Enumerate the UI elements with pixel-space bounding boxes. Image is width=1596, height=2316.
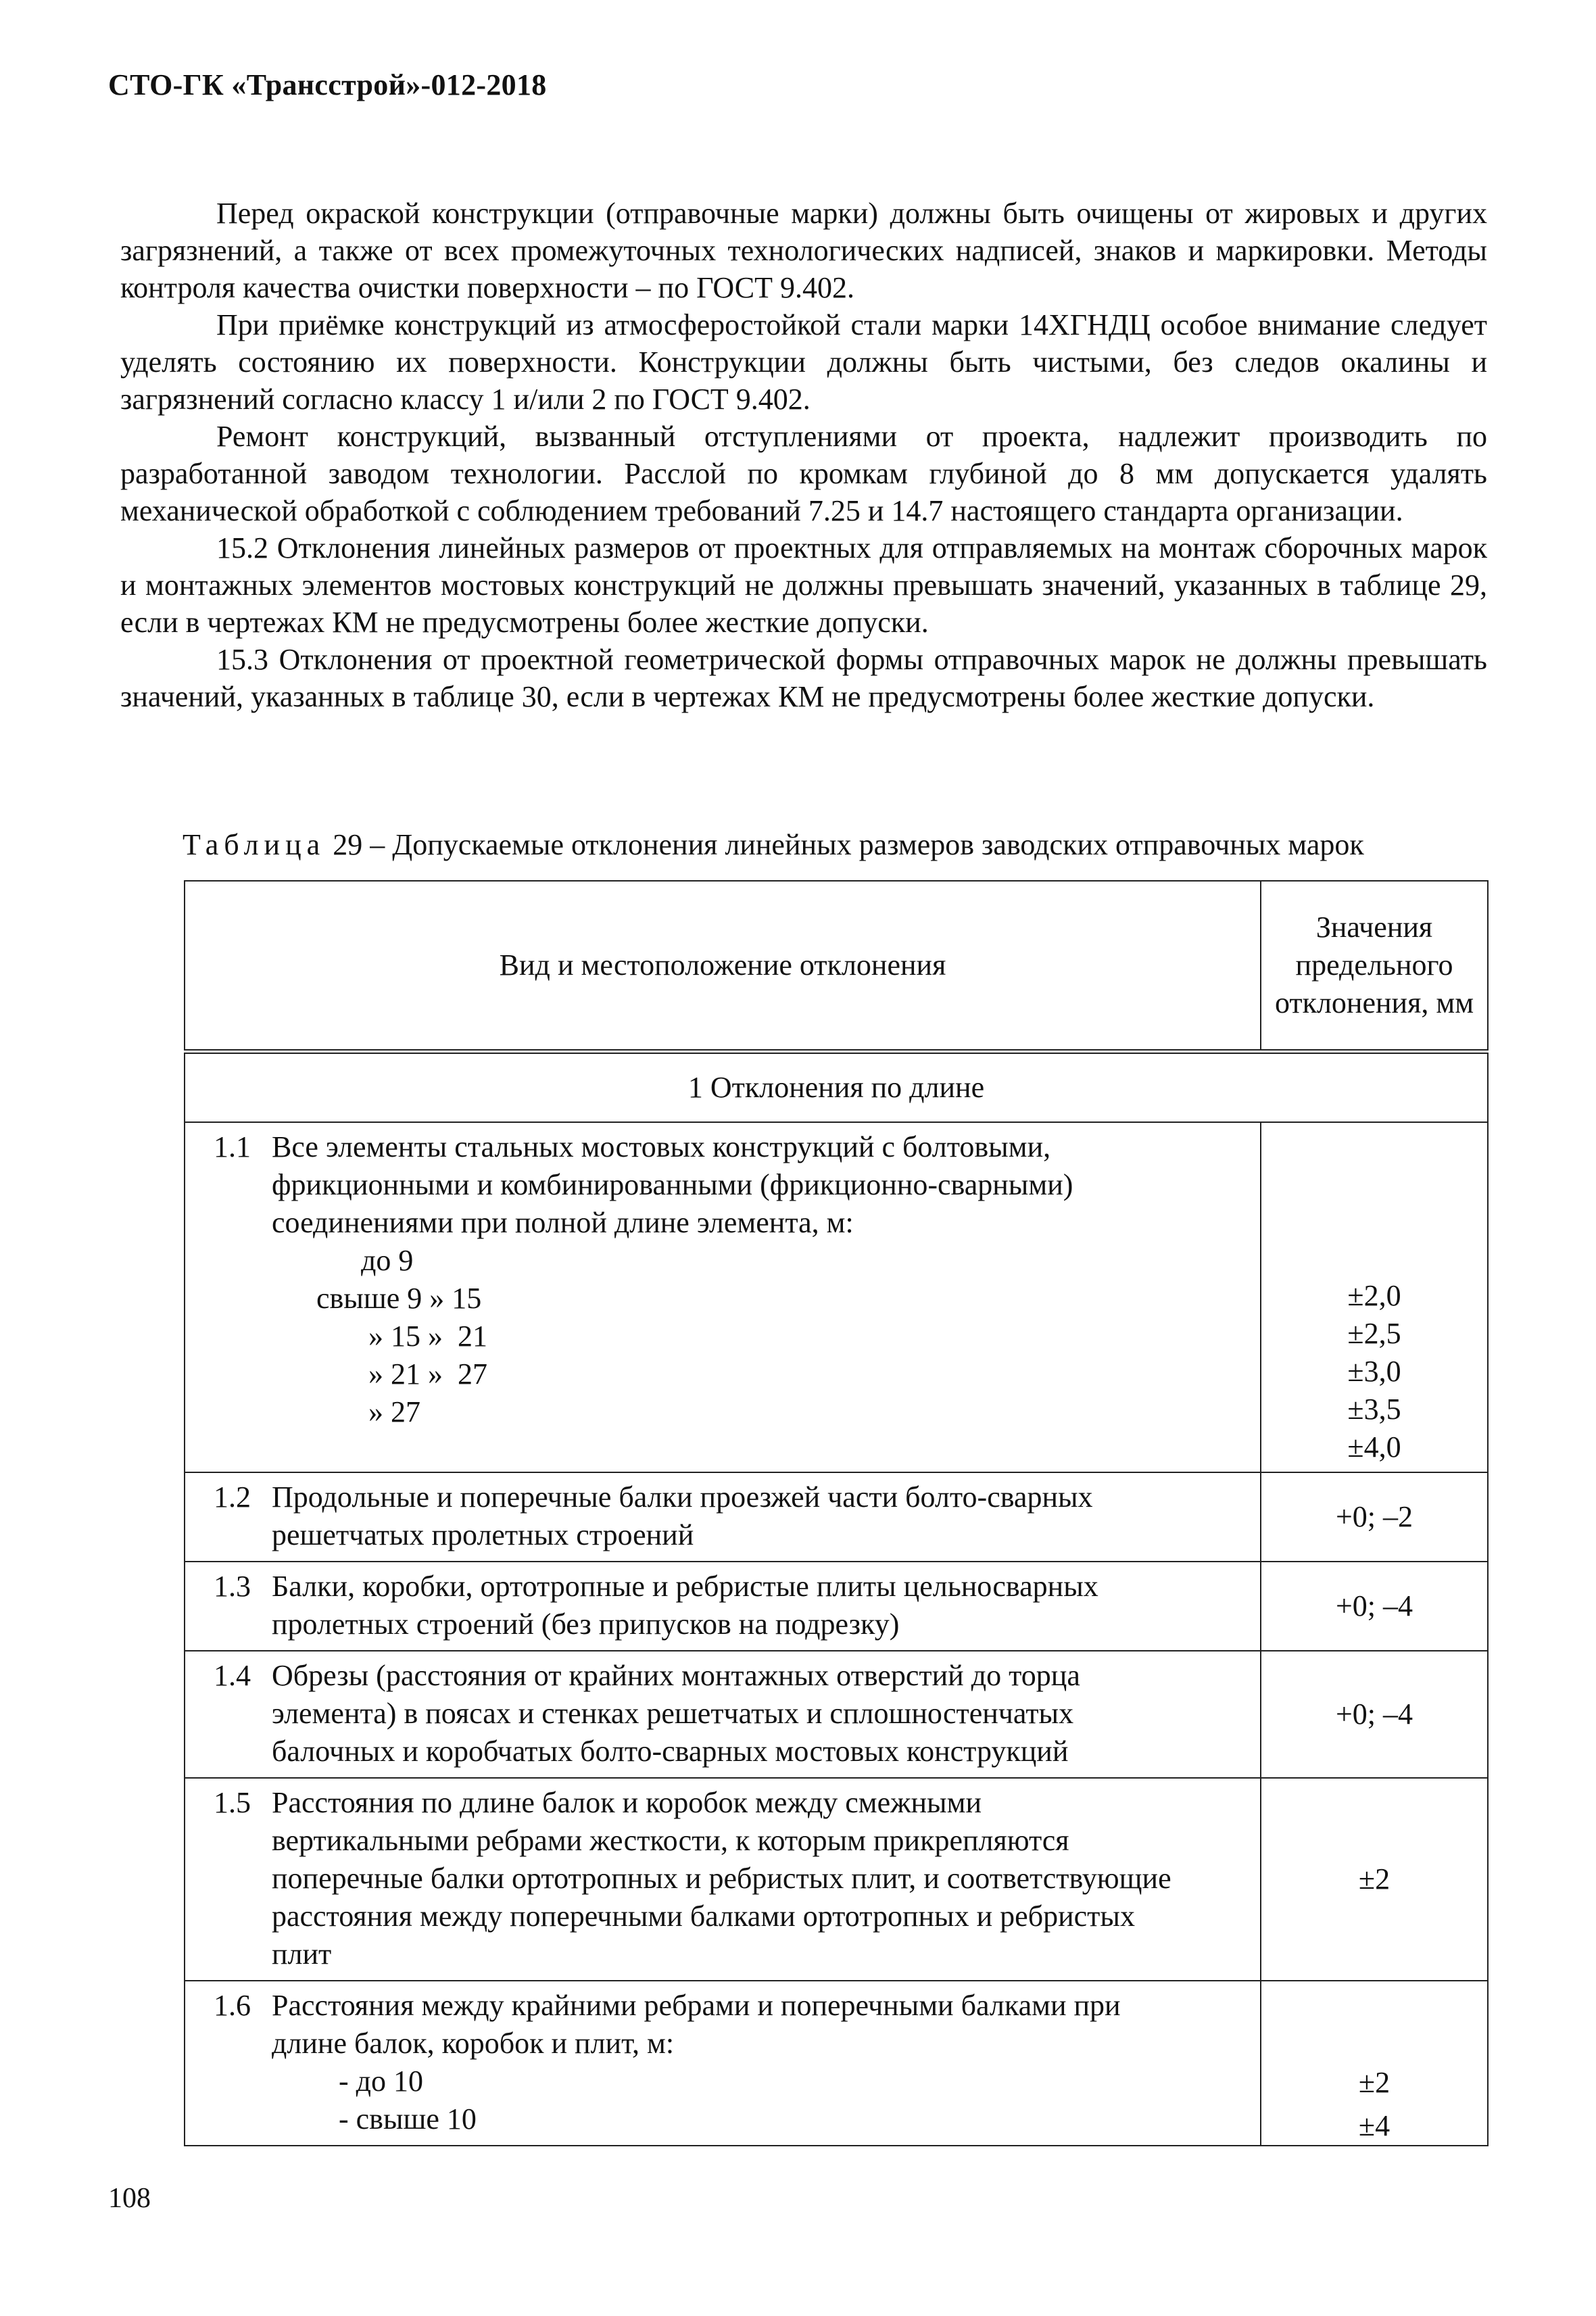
table-caption-prefix: Таблица	[183, 828, 326, 861]
paragraph: 15.2 Отклонения линейных размеров от проектных для отправляемых на монтаж сборочных марок и монтажных элементов мостовых конструкций не должны превышать значений, указанных в таблице 29, если в чертежах КМ не предусмотрены более жесткие допуски.	[120, 531, 1487, 639]
row-text: Все элементы стальных мостовых конструкций с болтовыми,	[272, 1130, 1051, 1163]
row-value: +0; –2	[1261, 1472, 1488, 1562]
row-text: соединениями при полной длине элемента, м:	[272, 1206, 854, 1239]
row-text: Обрезы (расстояния от крайних монтажных отверстий до торца	[272, 1659, 1080, 1692]
row-value: ±2	[1261, 1778, 1488, 1981]
table-caption-text: 29 – Допускаемые отклонения линейных размеров заводских отправочных марок	[325, 828, 1364, 861]
row-text: расстояния между поперечными балками ортотропных и ребристых	[272, 1900, 1135, 1933]
paragraph: Перед окраской конструкции (отправочные марки) должны быть очищены от жировых и других загрязнений, а также от всех промежуточных технологических надписей, знаков и маркировки. Методы контроля качества очистки поверхности – по ГОСТ 9.402.	[120, 197, 1487, 304]
table-caption	[183, 826, 1507, 863]
value-item: ±2,5	[1347, 1317, 1401, 1350]
row-value	[1261, 1981, 1488, 2146]
value-item: ±4,0	[1347, 1430, 1401, 1464]
table-row	[185, 1651, 1488, 1778]
table-row	[185, 1122, 1488, 1472]
row-subitem: » 15 » 21	[272, 1320, 487, 1353]
row-subitem: - свыше 10	[272, 2102, 477, 2136]
table-row	[185, 1562, 1488, 1651]
row-text: плит	[272, 1937, 332, 1971]
deviation-table	[184, 880, 1489, 2146]
section-title: 1 Отклонения по длине	[185, 1052, 1488, 1123]
value-item: ±3,5	[1347, 1393, 1401, 1426]
value-item: ±3,0	[1347, 1355, 1401, 1388]
row-number: 1.1	[214, 1130, 251, 1163]
row-text: пролетных строений (без припусков на подрезку)	[272, 1608, 900, 1641]
row-value	[1261, 1122, 1488, 1472]
value-item: ±2	[1358, 2066, 1391, 2099]
paragraph: При приёмке конструкций из атмосферостойкой стали марки 14ХГНДЦ особое внимание следует уделять состоянию их поверхности. Конструкции должны быть чистыми, без следов окалины и загрязнений согласно классу 1 и/или 2 по ГОСТ 9.402.	[120, 308, 1487, 416]
col-header-description: Вид и местоположение отклонения	[185, 881, 1261, 1052]
row-text: Продольные и поперечные балки проезжей части болто-сварных	[272, 1480, 1093, 1514]
row-subitem: » 21 » 27	[272, 1357, 487, 1391]
row-subitem: свыше 9 » 15	[272, 1282, 482, 1315]
row-text: длине балок, коробок и плит, м:	[272, 2027, 675, 2060]
row-text: балочных и коробчатых болто-сварных мостовых конструкций	[272, 1735, 1069, 1768]
page-number: 108	[108, 2183, 151, 2214]
row-description	[185, 1651, 1261, 1778]
row-text: Расстояния по длине балок и коробок между смежными	[272, 1786, 982, 1819]
row-number: 1.2	[214, 1480, 251, 1514]
row-subitem: до 9	[272, 1244, 414, 1277]
col-header-value: Значения предельного отклонения, мм	[1261, 881, 1488, 1052]
value-item: ±4	[1358, 2109, 1391, 2142]
body-text	[120, 195, 1487, 715]
row-text: Расстояния между крайними ребрами и поперечными балками при	[272, 1989, 1121, 2022]
row-description	[185, 1562, 1261, 1651]
table-row	[185, 1778, 1488, 1981]
row-description	[185, 1122, 1261, 1472]
row-text: элемента) в поясах и стенках решетчатых и сплошностенчатых	[272, 1697, 1074, 1730]
document-header: СТО-ГК «Трансстрой»-012-2018	[108, 68, 547, 101]
row-subitem: » 27	[272, 1395, 420, 1428]
row-description	[185, 1472, 1261, 1562]
row-number: 1.3	[214, 1570, 251, 1603]
paragraph: 15.3 Отклонения от проектной геометрической формы отправочных марок не должны превышать значений, указанных в таблице 30, если в чертежах КМ не предусмотрены более жесткие допуски.	[120, 643, 1487, 713]
row-number: 1.4	[214, 1659, 251, 1692]
row-subitem: - до 10	[272, 2065, 424, 2098]
row-description	[185, 1981, 1261, 2146]
table-row	[185, 1472, 1488, 1562]
table-row	[185, 1981, 1488, 2146]
row-description	[185, 1778, 1261, 1981]
row-number: 1.6	[214, 1989, 251, 2022]
row-value: +0; –4	[1261, 1651, 1488, 1778]
table-header-row	[185, 881, 1488, 1052]
paragraph: Ремонт конструкций, вызванный отступлениями от проекта, надлежит производить по разработанной заводом технологии. Расслой по кромкам глубиной до 8 мм допускается удалять механической обработкой с соблюдением требований 7.25 и 14.7 настоящего стандарта организации.	[120, 420, 1487, 527]
row-text: Балки, коробки, ортотропные и ребристые плиты цельносварных	[272, 1570, 1098, 1603]
section-row	[185, 1052, 1488, 1123]
row-number: 1.5	[214, 1786, 251, 1819]
row-text: поперечные балки ортотропных и ребристых плит, и соответствующие	[272, 1862, 1171, 1895]
row-value: +0; –4	[1261, 1562, 1488, 1651]
row-text: вертикальными ребрами жесткости, к которым прикрепляются	[272, 1824, 1069, 1857]
row-text: решетчатых пролетных строений	[272, 1518, 694, 1551]
value-item: ±2,0	[1347, 1279, 1401, 1312]
row-text: фрикционными и комбинированными (фрикционно-сварными)	[272, 1168, 1073, 1201]
